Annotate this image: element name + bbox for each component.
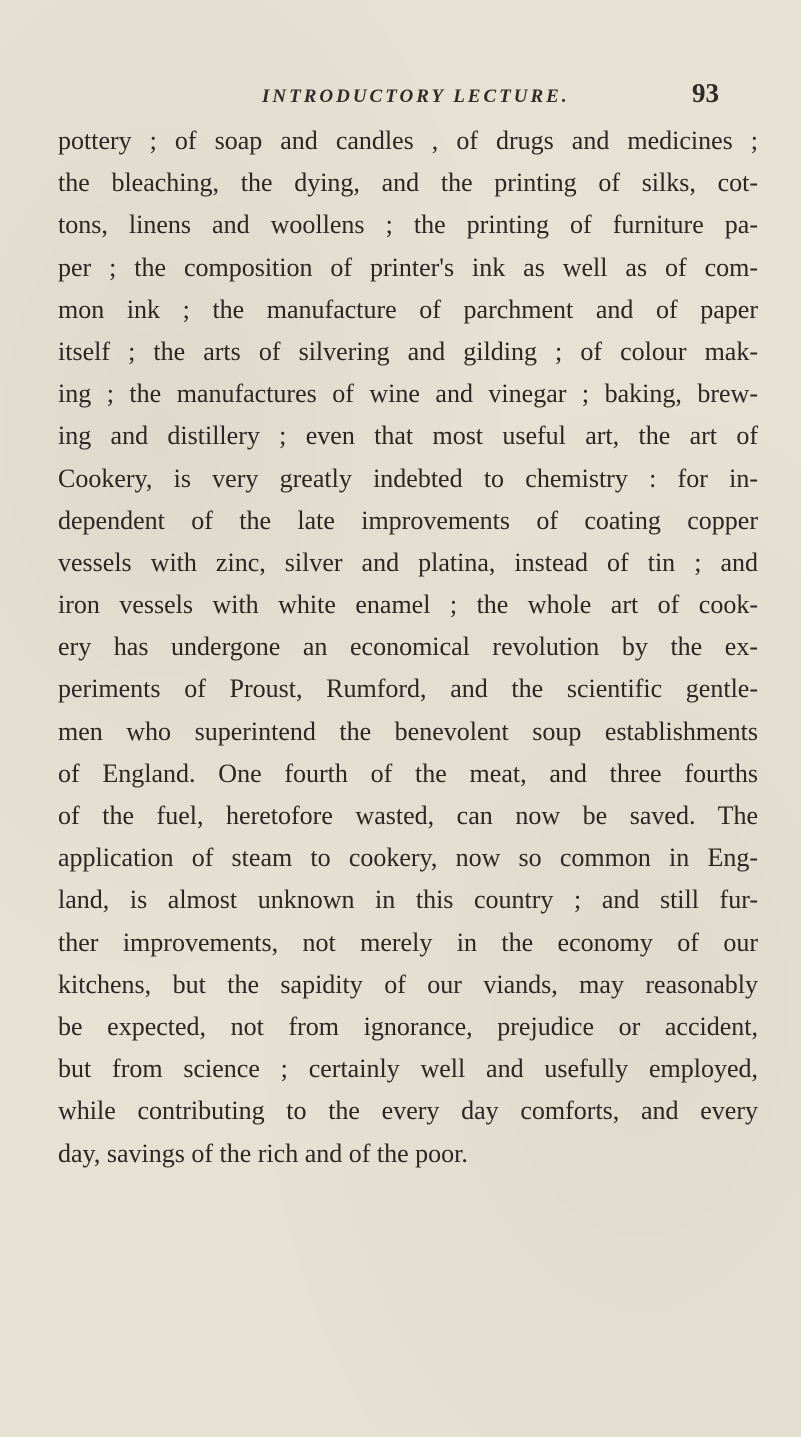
text-line: while contributing to the every day comforts, and every: [58, 1096, 758, 1126]
text-line: per ; the composition of printer's ink as well as of com-: [58, 252, 758, 282]
text-line: of England. One fourth of the meat, and three fourths: [58, 758, 758, 788]
text-line: ing and distillery ; even that most useful art, the art of: [58, 421, 758, 451]
text-line: kitchens, but the sapidity of our viands, may reasonably: [58, 969, 758, 999]
text-line: iron vessels with white enamel ; the whole art of cook-: [58, 590, 758, 620]
text-line: be expected, not from ignorance, prejudice or accident,: [58, 1011, 758, 1041]
text-line: periments of Proust, Rumford, and the scientific gentle-: [58, 674, 758, 704]
text-line: ing ; the manufactures of wine and vinegar ; baking, brew-: [58, 379, 758, 409]
text-line: dependent of the late improvements of coating copper: [58, 505, 758, 535]
text-line: vessels with zinc, silver and platina, instead of tin ; and: [58, 547, 758, 577]
text-line: application of steam to cookery, now so common in Eng-: [58, 843, 758, 873]
page-number: 93: [692, 78, 719, 108]
text-line: men who superintend the benevolent soup establishments: [58, 716, 758, 746]
text-line: the bleaching, the dying, and the printing of silks, cot-: [58, 168, 758, 198]
body-text: [58, 120, 758, 1175]
text-line: itself ; the arts of silvering and gilding ; of colour mak-: [58, 336, 758, 366]
text-line: pottery ; of soap and candles , of drugs and medicines ;: [58, 126, 758, 155]
text-line: but from science ; certainly well and usefully employed,: [58, 1054, 758, 1084]
text-line: mon ink ; the manufacture of parchment and of paper: [58, 294, 758, 324]
text-line: day, savings of the rich and of the poor.: [58, 1138, 468, 1168]
text-line: ery has undergone an economical revolution by the ex-: [58, 632, 758, 662]
text-line: tons, linens and woollens ; the printing of furniture pa-: [58, 210, 758, 240]
running-head: INTRODUCTORY LECTURE.: [262, 86, 570, 107]
text-line: Cookery, is very greatly indebted to chemistry : for in-: [58, 463, 758, 493]
text-line: ther improvements, not merely in the economy of our: [58, 927, 758, 957]
text-line: land, is almost unknown in this country ; and still fur-: [58, 885, 758, 915]
text-line: of the fuel, heretofore wasted, can now be saved. The: [58, 801, 758, 830]
